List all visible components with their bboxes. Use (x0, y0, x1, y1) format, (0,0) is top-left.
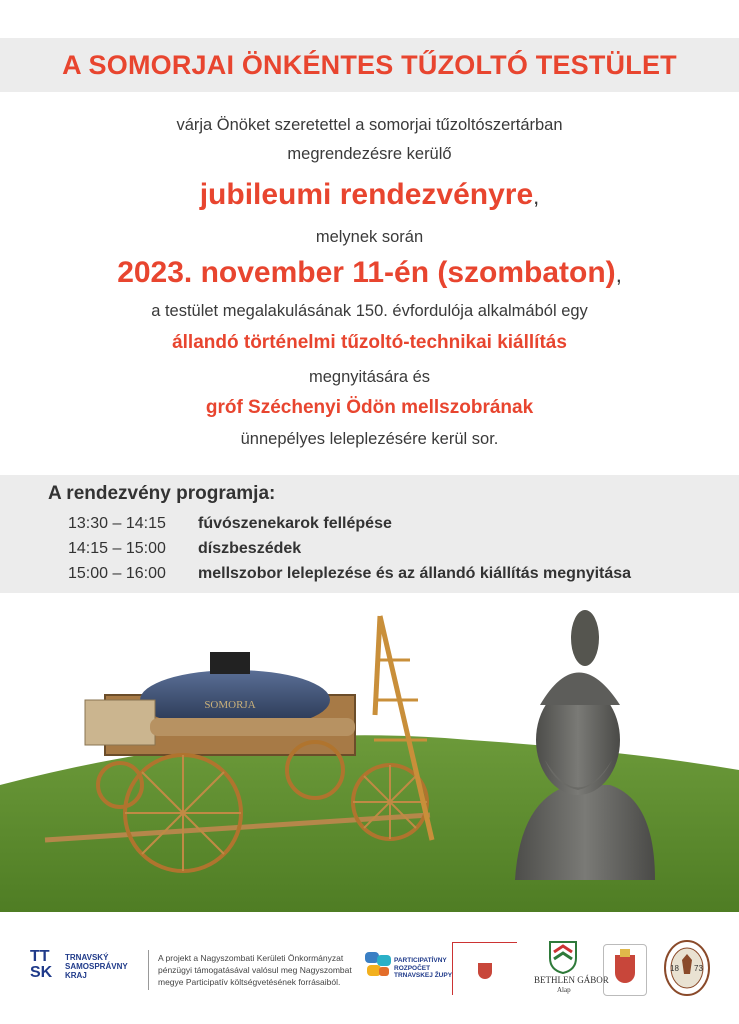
funding-note-line: A projekt a Nagyszombati Kerületi Önkormányzat (158, 953, 344, 963)
seal-year-left: 18 (670, 964, 679, 973)
program-event: díszbeszédek (198, 540, 302, 557)
illustration-scene (0, 600, 739, 912)
funding-note-line: megye Participatív költségvetésének forrásaiból. (158, 977, 341, 987)
intro-line-5: megnyitására és (308, 368, 431, 386)
program-time: 15:00 – 16:00 (68, 565, 166, 582)
tank-label: SOMORJA (204, 699, 256, 711)
speech-bubbles-icon (365, 952, 393, 985)
footer-logos (0, 912, 739, 1024)
ttsk-mark-bottom: SK (30, 964, 53, 981)
program-row (68, 540, 301, 558)
title-band (0, 38, 739, 92)
ttsk-name-line: SAMOSPRÁVNY (65, 962, 128, 971)
exhibition-title: állandó történelmi tűzoltó-technikai kiállítás (172, 332, 567, 353)
ttsk-mark-top: TT (30, 948, 50, 965)
intro-line-2: megrendezésre kerülő (287, 145, 452, 163)
participative-line: TRNAVSKEJ ŽUPY (394, 972, 453, 979)
intro-line-6: ünnepélyes leleplezésére kerül sor. (240, 430, 499, 448)
program-row (68, 515, 392, 533)
funding-note-line: pénzügyi támogatásával valósul meg Nagyszombat (158, 965, 352, 975)
seal-year-right: 73 (694, 964, 703, 973)
date-heading: 2023. november 11-én (szombaton), (117, 256, 622, 289)
bust-illustration (515, 610, 655, 880)
divider (148, 950, 149, 990)
participative-line: PARTICIPATÍVNY (394, 957, 447, 964)
town-crest-icon (603, 944, 647, 996)
bethlen-gabor-sublabel: Alap (557, 986, 571, 994)
program-event: fúvószenekarok fellépése (198, 515, 392, 532)
ttsk-mark (30, 949, 52, 981)
bust-title: gróf Széchenyi Ödön mellszobrának (205, 397, 534, 418)
bethlen-gabor-emblem-icon (548, 940, 578, 979)
ministry-emblem (452, 942, 517, 995)
ttsk-name-line: KRAJ (65, 971, 87, 980)
program-time: 14:15 – 15:00 (68, 540, 166, 557)
program-row (68, 565, 631, 583)
program-event: mellszobor leleplezése és az állandó kiállítás megnyitása (198, 565, 632, 582)
program-title: A rendezvény programja: (48, 483, 276, 504)
program-time: 13:30 – 14:15 (68, 515, 166, 532)
ttsk-name (65, 953, 128, 980)
event-heading: jubileumi rendezvényre, (199, 178, 540, 211)
event-date: 2023. november 11-én (szombaton) (117, 256, 616, 289)
bethlen-gabor-label: BETHLEN GÁBOR (534, 975, 609, 985)
scene-illustration (0, 600, 739, 912)
participative-budget (394, 957, 452, 980)
intro-line-1: várja Önöket szeretettel a somorjai tűzoltószertárban (176, 116, 563, 134)
participative-line: ROZPOČET (394, 964, 431, 972)
coat-of-arms-icon (478, 963, 492, 979)
fire-brigade-seal-icon (664, 940, 710, 996)
funding-note (158, 952, 352, 988)
ttsk-name-line: TRNAVSKÝ (65, 953, 109, 962)
intro-line-3: melynek során (315, 228, 424, 246)
page-title: A SOMORJAI ÖNKÉNTES TŰZOLTÓ TESTÜLET (62, 49, 677, 80)
intro-line-4: a testület megalakulásának 150. évfordulója alkalmából egy (151, 302, 588, 320)
program-section (0, 475, 739, 593)
event-name: jubileumi rendezvényre (199, 178, 534, 211)
